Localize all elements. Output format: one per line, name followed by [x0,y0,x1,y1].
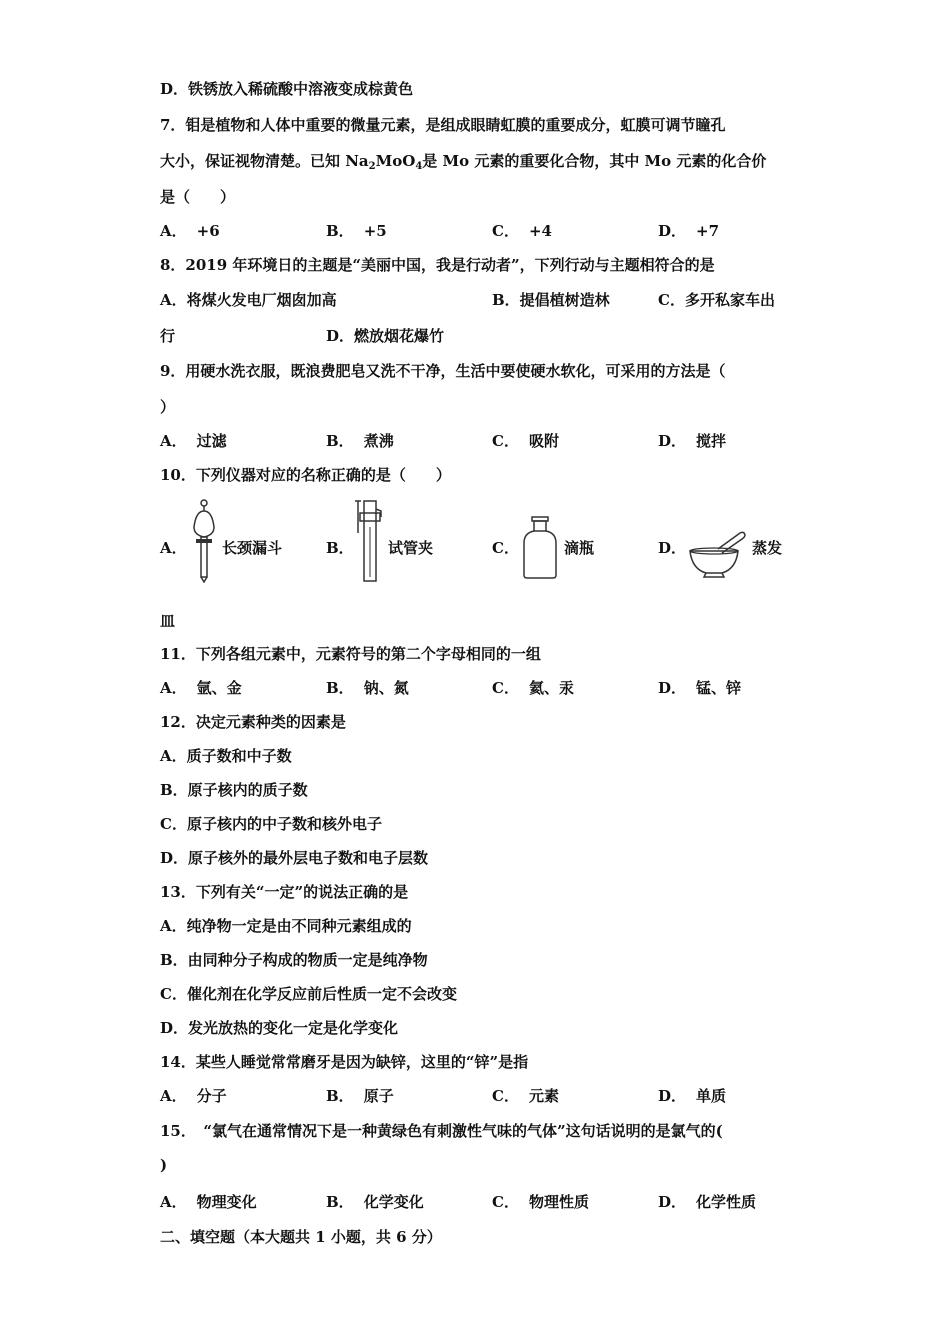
q9-stem-line2: ） [160,398,176,416]
q8-option-c: C．多开私家车出 [658,291,775,309]
q8-option-c-wrap: 行 [160,327,176,345]
q14-option-b: B． 原子 [326,1087,394,1105]
q8-option-b: B．提倡植树造林 [492,291,610,309]
q10-option-a-letter: A． [160,539,187,557]
q12-option-a: A．质子数和中子数 [160,747,292,765]
q12-option-d: D．原子核外的最外层电子数和电子层数 [160,849,429,867]
q7-stem-line1: 7．钼是植物和人体中重要的微量元素，是组成眼睛虹膜的重要成分，虹膜可调节瞳孔 [160,116,726,134]
mortar-pestle-icon [688,529,748,581]
q8-option-d: D．燃放烟花爆竹 [326,327,445,345]
q10-option-d-wrap: 皿 [160,612,176,630]
q10-option-c-letter: C． [492,539,519,557]
q9-stem-line1: 9．用硬水洗衣服，既浪费肥皂又洗不干净，生活中要使硬水软化，可采用的方法是（ [160,362,726,380]
q10-option-d-letter: D． [658,539,687,557]
q12-option-c: C．原子核内的中子数和核外电子 [160,815,382,833]
q8-stem: 8．2019 年环境日的主题是“美丽中国，我是行动者”，下列行动与主题相符合的是 [160,256,715,274]
q11-option-c: C． 氦、汞 [492,679,574,697]
q12-stem: 12．决定元素种类的因素是 [160,713,346,731]
q15-option-d: D． 化学性质 [658,1193,757,1211]
q15-option-a: A． 物理变化 [160,1193,257,1211]
q7-option-b: B． +5 [326,222,387,240]
q7-option-c: C． +4 [492,222,552,240]
q8-option-a: A．将煤火发电厂烟囱加高 [160,291,337,309]
q10-option-d-name: 蒸发 [752,539,783,557]
q11-stem: 11．下列各组元素中，元素符号的第二个字母相同的一组 [160,645,541,663]
q14-option-c: C． 元素 [492,1087,559,1105]
q15-option-b: B． 化学变化 [326,1193,424,1211]
q13-option-a: A．纯净物一定是由不同种元素组成的 [160,917,412,935]
q14-option-a: A． 分子 [160,1087,227,1105]
q11-option-b: B． 钠、氮 [326,679,409,697]
q6-option-d: D．铁锈放入稀硫酸中溶液变成棕黄色 [160,80,414,98]
q14-stem: 14．某些人睡觉常常磨牙是因为缺锌，这里的“锌”是指 [160,1053,529,1071]
q15-stem-line2: ) [160,1156,168,1174]
q13-option-b: B．由同种分子构成的物质一定是纯净物 [160,951,428,969]
q7-option-a: A． +6 [160,222,220,240]
q13-option-c: C．催化剂在化学反应前后性质一定不会改变 [160,985,457,1003]
q15-option-c: C． 物理性质 [492,1193,589,1211]
q9-option-a: A． 过滤 [160,432,227,450]
q13-option-d: D．发光放热的变化一定是化学变化 [160,1019,399,1037]
q9-option-c: C． 吸附 [492,432,559,450]
q7-stem-line3: 是（ ） [160,188,236,206]
q9-option-d: D． 搅拌 [658,432,727,450]
q7-option-d: D． +7 [658,222,720,240]
q11-option-d: D． 锰、锌 [658,679,742,697]
q10-option-b-letter: B． [326,539,354,557]
section-2-heading: 二、填空题（本大题共 1 小题，共 6 分） [160,1228,442,1246]
long-neck-funnel-icon [186,499,220,583]
test-tube-holder-icon [352,497,386,585]
q10-option-b-name: 试管夹 [388,539,434,557]
q7-stem-line2: 大小，保证视物清楚。已知 $Na_2MoO_4$是 Mo 元素的重要化合物，其中 Mo 元素的化合价 [160,152,767,172]
q12-option-b: B．原子核内的质子数 [160,781,308,799]
q10-figure-row [0,497,950,587]
dropper-bottle-icon [520,515,560,581]
q10-stem: 10．下列仪器对应的名称正确的是（ ） [160,466,451,484]
q14-option-d: D． 单质 [658,1087,727,1105]
q10-option-a-name: 长颈漏斗 [222,539,283,557]
q15-stem-line1: 15． “氯气在通常情况下是一种黄绿色有刺激性气味的气体”这句话说明的是氯气的( [160,1122,723,1140]
q11-option-a: A． 氩、金 [160,679,242,697]
q13-stem: 13．下列有关“一定”的说法正确的是 [160,883,409,901]
q10-option-c-name: 滴瓶 [564,539,595,557]
q9-option-b: B． 煮沸 [326,432,394,450]
